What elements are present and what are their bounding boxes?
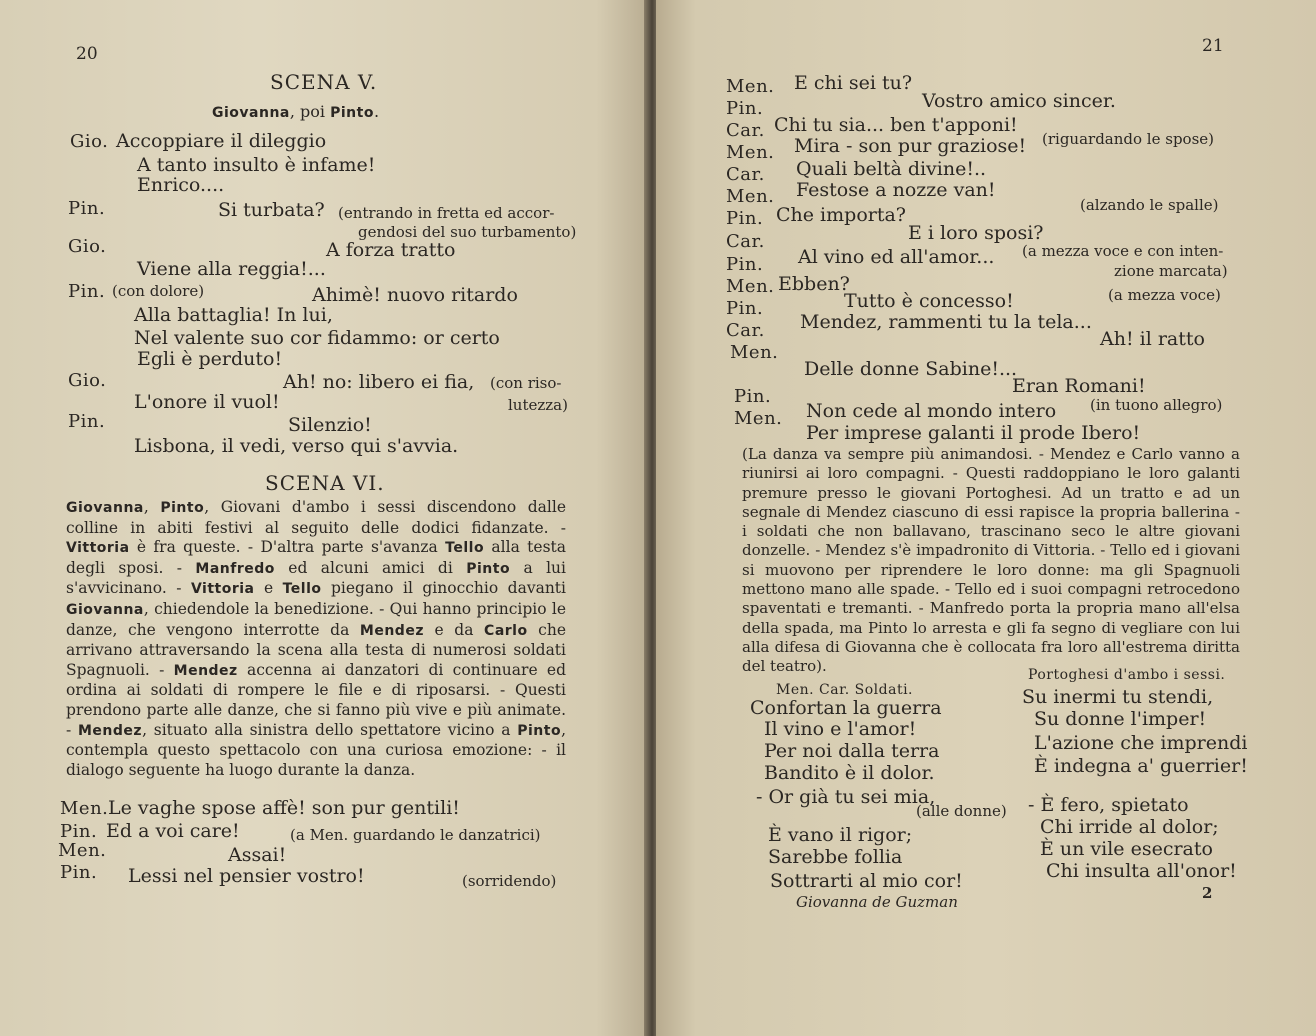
chorus-line: Sarebbe follia [768,846,903,868]
verse-line: Quali beltà divine!.. [796,158,987,180]
prose-text: e da [423,620,485,639]
verse-line: Assai! [228,844,287,866]
verse-line: Mendez, rammenti tu la tela... [800,311,1092,333]
stage-direction-block: (La danza va sempre più animandosi. - Mendez e Carlo vanno a riunirsi ai loro compagni. - Questi raddoppiano le loro galanti premure presso le giovani Portoghesi. Ad un tratto e ad un segnale di Mendez ciascuno di essi rapisce la propria ballerina - i soldati che non ballavano, trascinano seco le altre giovani donzelle. - Mendez s'è impadronito di Vittoria. - Tello ed i giovani si muovono per riprendere le loro donne: ma gli Spagnuoli mettono mano alle spade. - Tello ed i suoi compagni retrocedono spaventati e tremanti. - Manfredo porta la propria mano all'elsa della spada, ma Pinto lo arresta e gli fa segno di vegliare con lui alla difesa di Giovanna che è collocata fra loro all'estrema diritta del teatro). [742,445,1240,676]
verse-line: Viene alla reggia!... [137,258,326,280]
prose-text: è fra queste. - D'altra parte s'avanza [129,538,446,557]
speaker: Pin. [68,281,106,302]
character-name: Carlo [484,622,528,639]
chorus-line: È indegna a' guerrier! [1034,755,1248,777]
character-name: Tello [445,540,485,557]
verse-line: Che importa? [776,204,906,226]
verse-line: Alla battaglia! In lui, [134,304,333,326]
verse-line: Si turbata? [218,199,325,221]
verse-line: Accoppiare il dileggio [116,130,327,152]
chorus-line: L'azione che imprendi [1034,732,1248,754]
speaker: Car. [726,231,765,252]
stage-direction: (a Men. guardando le danzatrici) [290,826,541,844]
speaker: Pin. [726,254,764,275]
stage-direction: (con dolore) [112,282,205,300]
verse-line: Ebben? [778,273,850,295]
prose-text: e [254,579,283,598]
verse-line: Ahimè! nuovo ritardo [312,284,518,306]
speaker: Car. [726,164,765,185]
speaker: Men. [726,142,775,163]
speaker: Pin. [734,386,772,407]
speaker: Gio. [70,131,109,152]
prose-text: , contempla questo spettacolo con una curiosa emozione: - il dialogo seguente ha luogo durante la danza. [66,720,566,779]
speaker: Pin. [726,298,764,319]
speaker: Pin. [60,821,98,842]
verse-line: E chi sei tu? [794,72,913,94]
speaker: Gio. [68,236,107,257]
signature-mark: 2 [1202,884,1213,902]
speaker: Men. [726,276,775,297]
character-name: Vittoria [190,581,255,598]
speaker: Car. [726,120,765,141]
stage-direction: lutezza) [508,396,568,414]
verse-line: A forza tratto [326,239,456,261]
verse-line: Silenzio! [288,414,372,436]
stage-direction: (a mezza voce) [1108,286,1221,304]
scene-characters: Giovanna, poi Pinto. [212,102,380,121]
speaker: Men. [60,798,109,819]
verse-line: Mira - son pur graziose! [794,135,1027,157]
prose-text: , [143,498,161,516]
stage-direction: (entrando in fretta ed accor- [338,204,555,222]
character-name: Manfredo [195,560,275,577]
stage-direction: (in tuono allegro) [1090,396,1223,414]
chorus-line: - Or già tu sei mia, [756,786,936,808]
character-name: Mendez [78,722,143,739]
speaker: Car. [726,320,765,341]
verse-line: Nel valente suo cor fidammo: or certo [134,327,500,349]
verse-line: Ah! il ratto [1100,328,1205,350]
prose-text: , Giovani d'ambo i sessi discendono dalle colline in abiti festivi al seguito delle dodici fidanzate. - [66,498,566,537]
speaker: Men. [726,76,775,97]
verse-line: Chi tu sia... ben t'apponi! [774,114,1018,136]
character-name: Pinto [517,722,562,739]
character-name: Giovanna [66,601,144,618]
prose-text: accenna ai danzatori di continuare ed ordina ai soldati di rompere le file e di riposarsi. - Questi prendono parte alle danze, che si fanno più vive e più animate. - [66,660,566,739]
chorus-line: Su donne l'imper! [1034,708,1207,730]
speaker: Pin. [726,208,764,229]
prose-text: piegano il ginocchio davanti [321,579,566,598]
speaker: Pin. [726,98,764,119]
prose-text: che arrivano attraversando la scena alla testa di numerosi soldati Spagnuoli. - [66,620,567,679]
left-page [0,0,648,1036]
prose-text: ed alcuni amici di [274,558,467,577]
speaker: Men. [726,186,775,207]
page-number: 20 [76,44,98,64]
character-name: Mendez [359,622,424,639]
stage-direction: zione marcata) [1114,262,1228,280]
chorus-line: Bandito è il dolor. [764,762,935,784]
chorus-line: Su inermi tu stendi, [1022,686,1214,708]
prose-text: a lui s'avvicinano. - [66,558,566,598]
stage-direction: (alle donne) [916,802,1007,820]
verse-line: L'onore il vuol! [134,391,280,413]
stage-direction: (sorridendo) [462,872,557,890]
verse-line: Eran Romani! [1012,375,1146,397]
prose-text: , chiedendole la benedizione. - Qui hanno principio le danze, che vengono interrotte da [66,599,566,639]
character-name: Tello [282,581,322,598]
verse-line: Lisbona, il vedi, verso qui s'avvia. [134,435,459,457]
verse-line: Le vaghe spose affè! son pur gentili! [108,797,460,819]
page-footer: Giovanna de Guzman [796,893,958,911]
chorus-head: Portoghesi d'ambo i sessi. [1028,667,1226,683]
stage-direction: (a mezza voce e con inten- [1022,242,1224,260]
chorus-line: Chi insulta all'onor! [1046,860,1237,882]
chorus-line: Chi irride al dolor; [1040,816,1219,838]
character-name: Pinto [160,500,205,516]
scene-heading: SCENA VI. [265,471,385,495]
speaker: Pin. [68,411,106,432]
verse-line: A tanto insulto è infame! [137,154,376,176]
speaker: Gio. [68,370,107,391]
verse-line: Lessi nel pensier vostro! [128,865,365,887]
stage-direction: (con riso- [490,374,562,392]
chorus-line: Confortan la guerra [750,697,942,719]
verse-line: Ah! no: libero ei fia, [283,371,475,393]
character-name: Giovanna [66,500,144,516]
chorus-line: È un vile esecrato [1040,838,1213,860]
stage-direction: gendosi del suo turbamento) [358,223,577,241]
speaker: Pin. [68,198,106,219]
verse-line: Festose a nozze van! [796,179,996,201]
verse-line: Delle donne Sabine!... [804,358,1018,380]
character-name: Vittoria [66,540,130,557]
prose-text: , situato alla sinistra dello spettatore vicino a [142,720,518,739]
character-name: Pinto [466,560,511,577]
verse-line: E i loro sposi? [908,222,1044,244]
prose-text: alla testa degli sposi. - [66,538,566,577]
verse-line: Per imprese galanti il prode Ibero! [806,422,1141,444]
verse-line: Al vino ed all'amor... [798,246,995,268]
verse-line: Tutto è concesso! [844,290,1014,312]
verse-line: Non cede al mondo intero [806,400,1057,422]
scene-heading: SCENA V. [270,70,378,94]
stage-direction: (riguardando le spose) [1042,130,1215,148]
chorus-head: Men. Car. Soldati. [776,682,914,698]
speaker: Men. [58,840,107,861]
chorus-line: Per noi dalla terra [764,740,940,762]
stage-direction: (alzando le spalle) [1080,196,1219,214]
chorus-line: Sottrarti al mio cor! [770,870,963,892]
chorus-line: È vano il rigor; [768,824,913,846]
verse-line: Ed a voi care! [106,820,240,842]
right-page [656,0,1316,1036]
speaker: Men. [734,408,783,429]
speaker: Pin. [60,862,98,883]
character-name: Mendez [173,662,238,679]
page-number: 21 [1202,36,1224,56]
verse-line: Enrico.... [137,174,225,196]
scene-prose [66,498,566,780]
chorus-line: - È fero, spietato [1028,794,1189,816]
verse-line: Vostro amico sincer. [922,90,1116,112]
verse-line: Egli è perduto! [137,348,283,370]
chorus-line: Il vino e l'amor! [764,718,917,740]
speaker: Men. [730,342,779,363]
